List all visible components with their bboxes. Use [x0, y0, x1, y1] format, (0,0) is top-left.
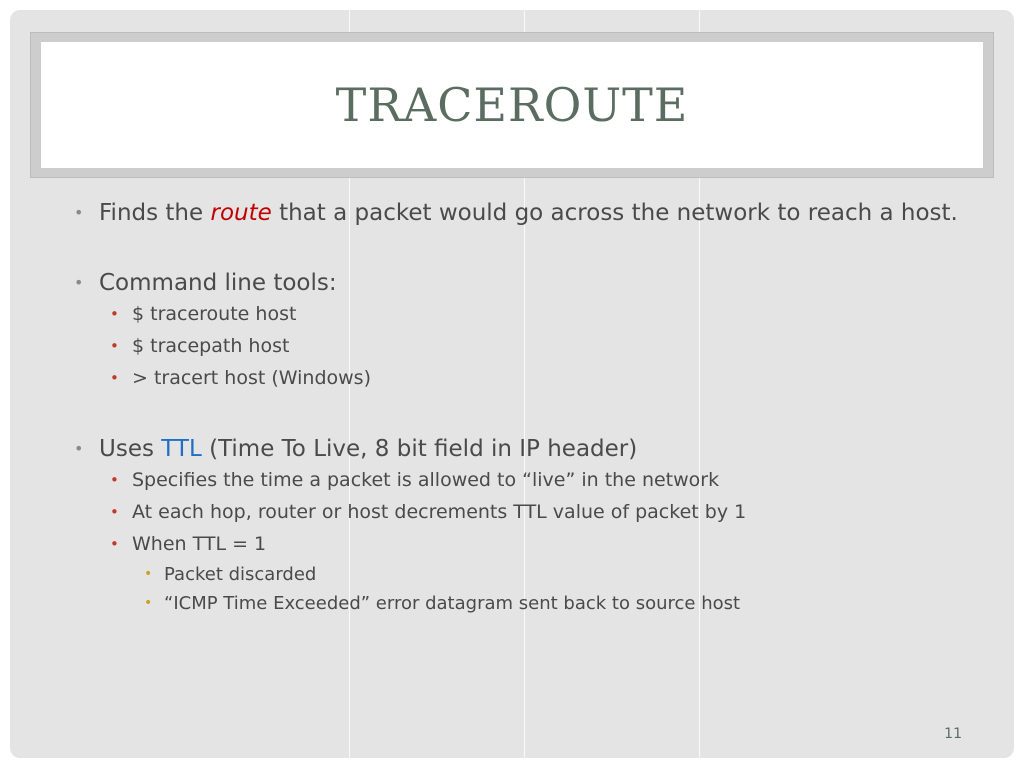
bullet-marker: •: [110, 471, 119, 489]
bullet-marker: •: [110, 369, 119, 387]
bullet-marker: •: [74, 439, 84, 458]
ttl-highlight: TTL: [161, 436, 202, 462]
bullet-marker: •: [110, 337, 119, 355]
sub-sub-bullet-discarded: [72, 560, 972, 589]
sub-bullet-tracepath: [72, 330, 972, 362]
bullet-text: Command line tools:: [99, 270, 337, 296]
bullet-finds-route: [72, 198, 972, 228]
sub-bullet-tracert: [72, 362, 972, 394]
sub-bullet-ttl-specifies: [72, 464, 972, 496]
bullet-text-prefix: Finds the: [99, 200, 211, 226]
sub-bullet-text: > tracert host (Windows): [132, 367, 371, 389]
bullet-uses-ttl: [72, 434, 972, 464]
sub-bullet-text: Specifies the time a packet is allowed to “live” in the network: [132, 469, 720, 491]
sub-bullet-text: $ traceroute host: [132, 303, 297, 325]
title-box: [41, 42, 983, 168]
bullet-marker: •: [144, 595, 153, 611]
bullet-command-line-tools: [72, 268, 972, 298]
bullet-text-suffix: (Time To Live, 8 bit field in IP header): [201, 436, 638, 462]
route-highlight: route: [210, 200, 272, 226]
bullet-marker: •: [74, 273, 84, 292]
bullet-marker: •: [110, 503, 119, 521]
slide: [10, 10, 1014, 758]
sub-sub-bullet-text: “ICMP Time Exceeded” error datagram sent back to source host: [164, 593, 741, 614]
sub-bullet-text: When TTL = 1: [132, 533, 267, 555]
sub-sub-bullet-text: Packet discarded: [164, 564, 317, 585]
bullet-marker: •: [110, 535, 119, 553]
sub-bullet-text: At each hop, router or host decrements TTL value of packet by 1: [132, 501, 747, 523]
bullet-marker: •: [74, 203, 84, 222]
sub-bullet-ttl-decrement: [72, 496, 972, 528]
sub-bullet-ttl-equals-1: [72, 528, 972, 560]
sub-bullet-text: $ tracepath host: [132, 335, 290, 357]
bullet-text-prefix: Uses: [99, 436, 162, 462]
sub-sub-bullet-icmp: [72, 589, 972, 618]
bullet-text-suffix: that a packet would go across the network to reach a host.: [271, 200, 958, 226]
bullet-marker: •: [144, 566, 153, 582]
title-frame: [30, 32, 994, 178]
sub-bullet-traceroute: [72, 298, 972, 330]
slide-title: TRACEROUTE: [335, 78, 689, 132]
page-number: 11: [944, 726, 962, 742]
slide-content: [72, 198, 972, 618]
bullet-marker: •: [110, 305, 119, 323]
